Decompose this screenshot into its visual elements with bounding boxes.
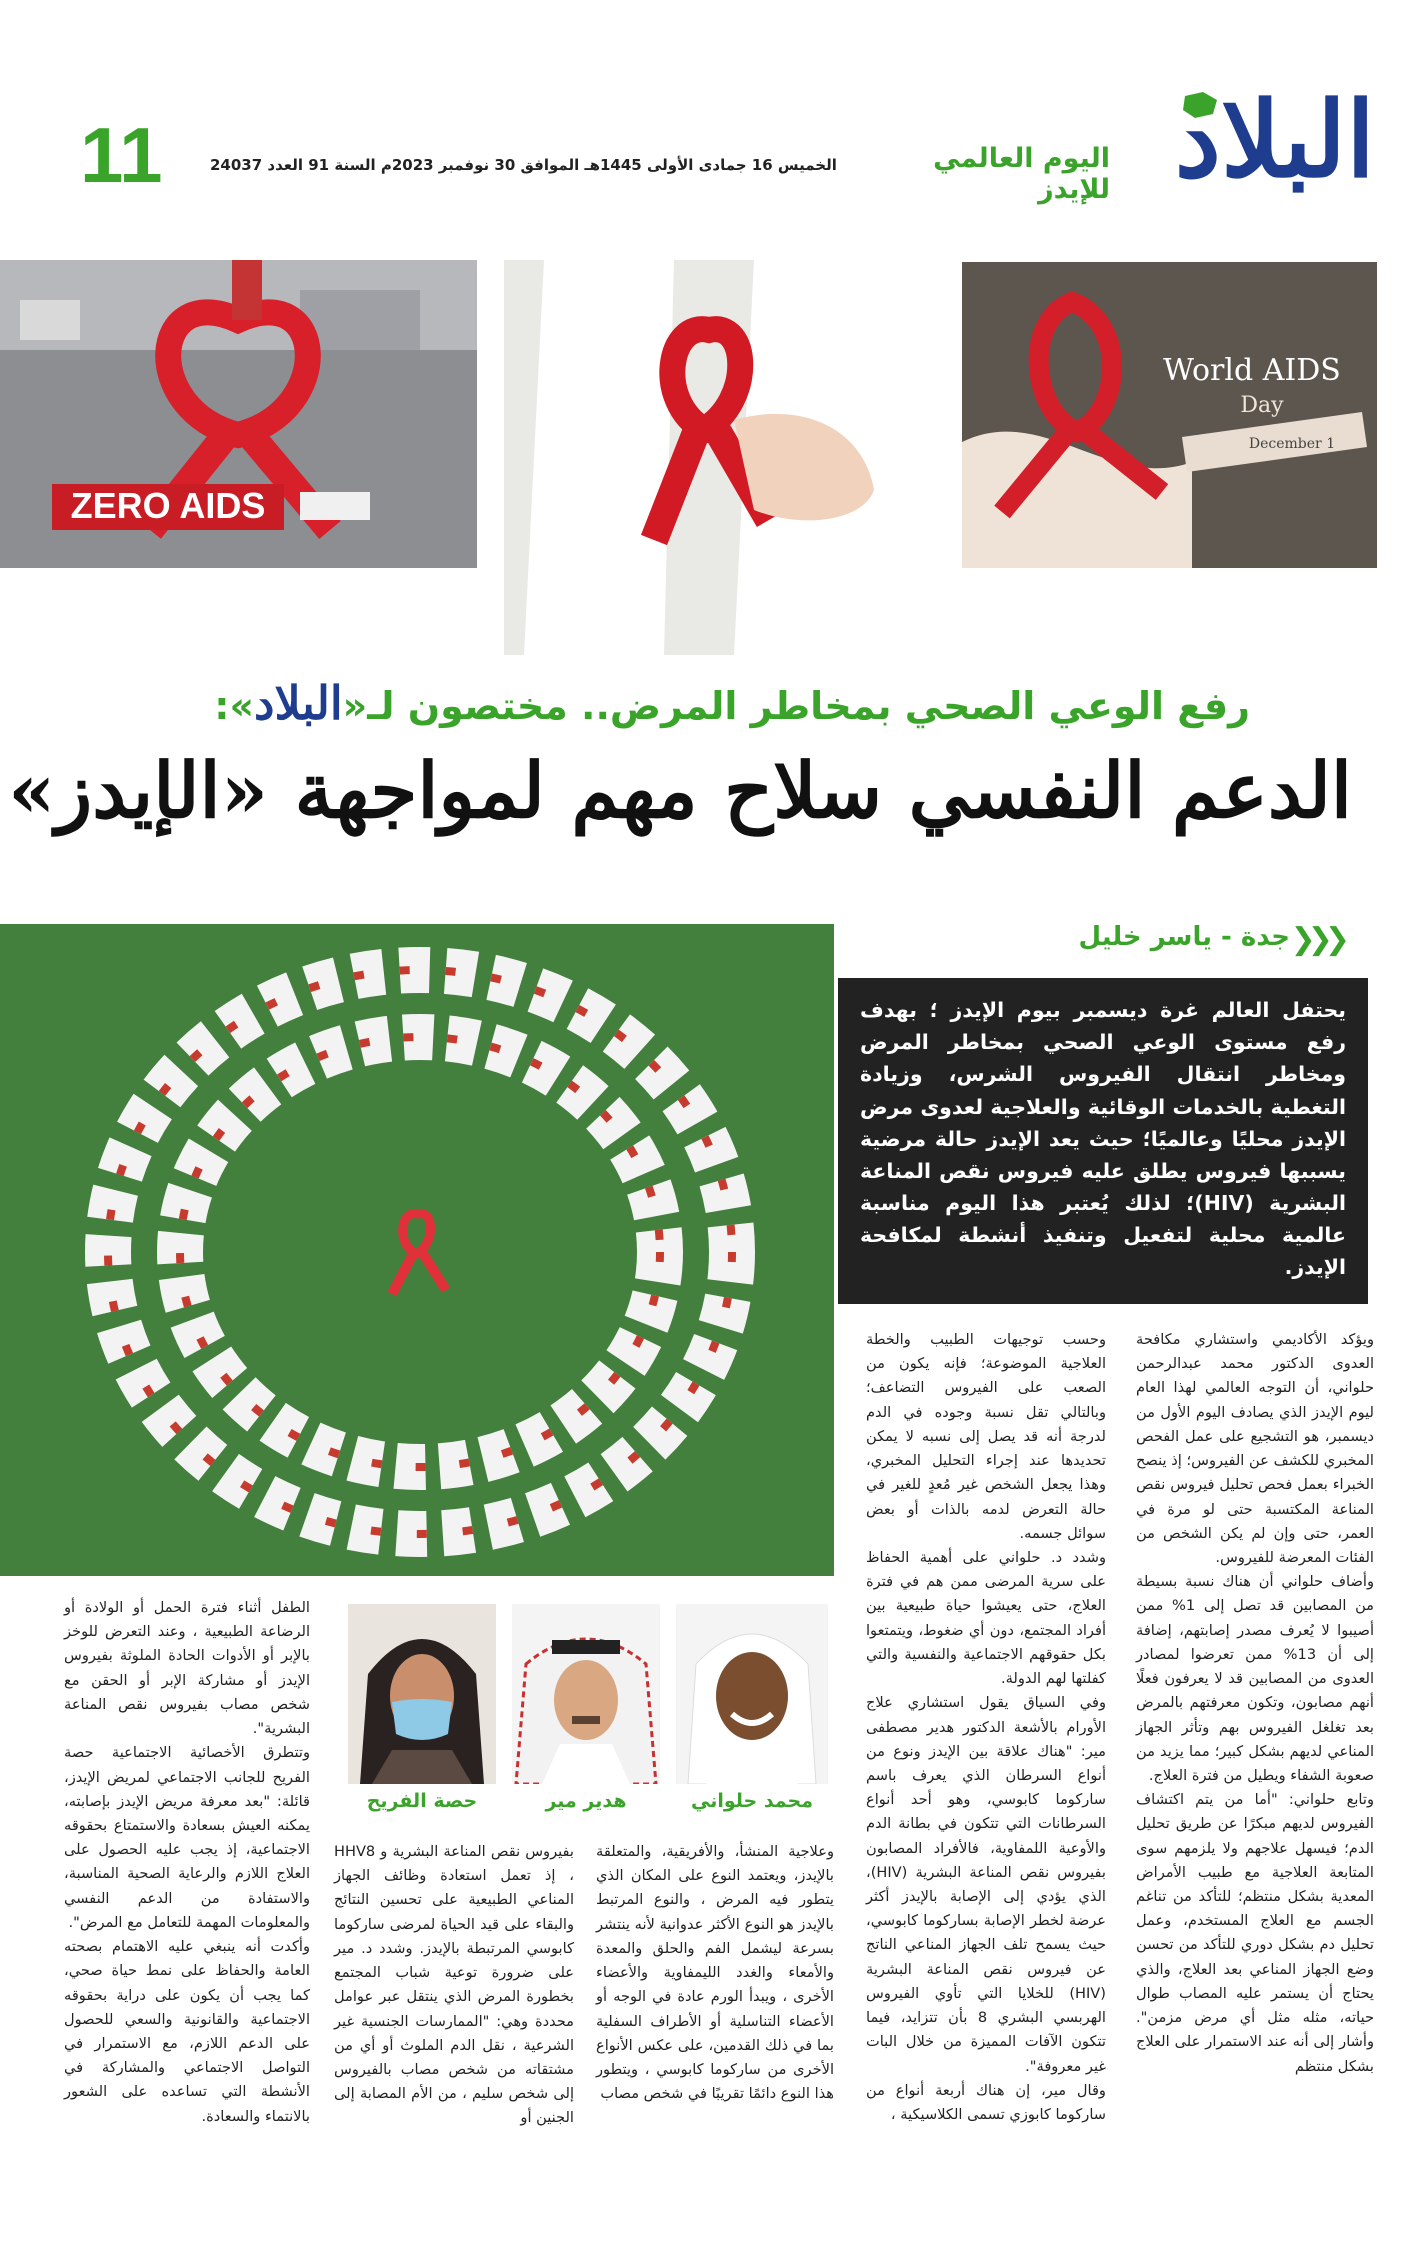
intro-box: يحتفل العالم غرة ديسمبر بيوم الإيدز ؛ بهدف رفع مستوى الوعي الصحي بمخاطر المرض ومخاطر انتقال الفيروس الشرس، وزيادة التغطية بالخدمات الوقائية والعلاجية لعدوى مرض الإيدز محليًا وعالميًا؛ حيث يعد الإيدز حالة مرضية يسببها فيروس يطلق عليه فيروس نقص المناعة البشرية (HIV)؛ لذلك يُعتبر هذا اليوم مناسبة عالمية محلية لتفعيل وتنفيذ أنشطة لمكافحة الإيدز. xyxy=(838,978,1368,1304)
page-number: 11 xyxy=(80,111,163,199)
article-column-5 xyxy=(64,1596,310,2236)
world-aids-date: December 1 xyxy=(1248,436,1336,452)
portrait-mir xyxy=(512,1604,660,1784)
caption-mir: هدير مير xyxy=(545,1790,627,1812)
kicker-brand: البلاد xyxy=(254,676,343,730)
caption-halwani: محمد حلواني xyxy=(690,1790,813,1812)
paragraph: وشدد د. حلواني على أهمية الحفاظ على سرية المرضى ممن هم في فترة العلاج، حتى يعيشوا حياة طبيعية بين أفراد المجتمع، دون أي ضغوط، ويتمتعوا بكل حقوقهم الاجتماعية والنفسية والتي كفلتها لهم الدولة. xyxy=(866,1548,1106,1688)
photo-children-circle xyxy=(0,924,834,1576)
article-column-3 xyxy=(596,1840,834,2240)
photo-zero-aids xyxy=(0,260,477,568)
kicker-text: رفع الوعي الصحي بمخاطر المرض.. مختصون لـ« xyxy=(342,684,1250,728)
paragraph: وأضاف حلواني أن هناك نسبة بسيطة من المصابين قد تصل إلى 1% ممن أصيبوا لا يُعرف مصدر إصابتهم، إضافة إلى أن 13% ممن تعرضوا لمصادر العدوى من المصابين قد لا يعرفون فعلًا أنهم مصابون، وتكون معرفتهم بالمرض بعد تغلغل الفيروس بهم وتأثر الجهاز المناعي لديهم بشكل كبير؛ مما يزيد من صعوبة الشفاء ويطيل من فترة العلاج. xyxy=(1136,1573,1374,1784)
paragraph: وأكدت أنه ينبغي عليه الاهتمام بصحته العامة والحفاظ على نمط حياة صحي، كما يجب أن يكون على دراية بحقوقه الاجتماعية والقانونية والسعي للحصول على الدعم اللازم، مع الاستمرار في التواصل الاجتماعي والمشاركة في الأنشطة التي تساعده على الشعور بالانتماء والسعادة. xyxy=(64,1938,310,2125)
portrait-halwani xyxy=(676,1604,828,1784)
article-column-1 xyxy=(1136,1328,1374,2228)
zero-aids-banner: ZERO AIDS xyxy=(70,485,266,526)
caption-alfraih: حصة الفريح xyxy=(366,1790,478,1812)
world-aids-sub: Day xyxy=(1240,393,1284,418)
section-title: اليوم العالمي للإيدز xyxy=(933,143,1110,205)
newspaper-logo xyxy=(1125,78,1375,228)
article-column-2 xyxy=(866,1328,1106,2228)
paragraph: الطفل أثناء فترة الحمل أو الولادة أو الرضاعة الطبيعية ، وعند التعرض للوخز بالإبر أو الأدوات الحادة الملوثة بفيروس الإيدز أو مشاركة الإبر أو الحقن مع شخص مصاب بفيروس نقص المناعة البشرية". xyxy=(64,1599,310,1738)
byline: جدة - ياسر خليل xyxy=(1078,922,1290,952)
kicker-end: »: xyxy=(214,684,255,728)
portrait-alfraih xyxy=(348,1604,496,1784)
photo-ribbon-hand xyxy=(504,260,916,655)
paragraph: وتتطرق الأخصائية الاجتماعية حصة الفريح للجانب الاجتماعي لمريض الإيدز، قائلة: "بعد معرفة مريض الإيدز بإصابته، يمكنه العيش بسعادة والاستمتاع بحقوقه الاجتماعية، إذ يجب عليه الحصول على العلاج اللازم والرعاية الصحية المناسبة، والاستفادة من الدعم النفسي والمعلومات المهمة للتعامل مع المرض". xyxy=(64,1744,310,1931)
paragraph: بفيروس نقص المناعة البشرية و HHV8 ، إذ تعمل استعادة وظائف الجهاز المناعي الطبيعية على تحسين النتائج والبقاء على قيد الحياة لمرضى ساركوما كابوسي المرتبطة بالإيدز. وشدد د. مير على ضرورة توعية شباب المجتمع بخطورة المرض الذي ينتقل عبر عوامل محددة وهي: "الممارسات الجنسية غير الشرعية ، نقل الدم الملوث أو أي من مشتقاته من شخص مصاب بالفيروس إلى شخص سليم ، من الأم المصابة إلى الجنين أو xyxy=(334,1843,574,2127)
paragraph: وحسب توجيهات الطبيب والخطة العلاجية الموضوعة؛ فإنه يكون من الصعب على الفيروس التضاعف؛ وبالتالي تقل نسبة وجوده في الدم لدرجة أنه قد يصل إلى نسبه لا يمكن تحديدها عند إجراء التحليل المخبري، وهذا يجعل الشخص غير مُعدٍ للغير في حالة التعرض لدمه بالذات أو بعض سوائل جسمه. xyxy=(866,1331,1106,1542)
kicker xyxy=(150,676,1250,730)
paragraph: وتابع حلواني: "أما من يتم اكتشاف الفيروس لديهم مبكرًا عن طريق تحليل الدم؛ فيسهل علاجهم ولا يلزمهم سوى المتابعة العلاجية مع طبيب الأمراض المعدية بشكل منتظم؛ للتأكد من تناغم الجسم مع العلاج المستخدم، وعمل تحليل دم بشكل دوري للتأكد من تحسن وضع الجهاز المناعي بعد العلاج، والذي يحتاج أن يستمر عليه المصاب طوال حياته، مثله مثل أي مرض مزمن". وأشار إلى أنه عند الاستمرار على العلاج بشكل منتظم xyxy=(1136,1791,1374,2075)
paragraph: وعلاجية المنشأ، والأفريقية، والمتعلقة بالإيدز، ويعتمد النوع على المكان الذي يتطور فيه المرض ، والنوع المرتبط بالإيدز هو النوع الأكثر عدوانية لأنه ينتشر بسرعة ليشمل الفم والحلق والمعدة والأمعاء والغدد الليمفاوية والأعضاء الأخرى ، ويبدأ الورم عادة في الوجه أو الأعضاء التناسلية أو الأطراف السفلية بما في ذلك القدمين، على عكس الأنواع الأخرى من ساركوما كابوسي ، ويتطور هذا النوع دائمًا تقريبًا في شخص مصاب xyxy=(596,1843,834,2103)
world-aids-title: World AIDS xyxy=(1163,353,1341,388)
paragraph: وقال مير، إن هناك أربعة أنواع من ساركوما كابوزي تسمى الكلاسيكية ، xyxy=(866,2081,1106,2123)
dateline: الخميس 16 جمادى الأولى 1445هـ الموافق 30 نوفمبر 2023م السنة 91 العدد 24037 xyxy=(210,156,837,174)
logo-text: البلاد xyxy=(1174,78,1375,201)
chevron-icon: ❮❮❮ xyxy=(1290,922,1342,957)
article-column-4 xyxy=(334,1840,574,2240)
paragraph: ويؤكد الأكاديمي واستشاري مكافحة العدوى الدكتور محمد عبدالرحمن حلواني، أن التوجه العالمي لهذا العام ليوم الإيدز الذي يصادف اليوم الأول من ديسمبر، هو التشجيع على عمل الفحص المخبري للكشف عن الفيروس؛ إذ ينصح الخبراء بعمل فحص تحليل فيروس نقص المناعة المكتسبة حتى لو مرة في العمر، حتى وإن لم يكن الشخص من الفئات المعرضة للفيروس. xyxy=(1136,1331,1374,1566)
headline: الدعم النفسي سلاح مهم لمواجهة «الإيدز» xyxy=(8,746,1352,835)
photo-world-aids-day xyxy=(962,262,1377,568)
paragraph: وفي السياق يقول استشاري علاج الأورام بالأشعة الدكتور هدير مصطفى مير: "هناك علاقة بين الإيدز ونوع من أنواع السرطان الذي يعرف باسم ساركوما كابوسي، وهو أحد أنواع السرطانات التي تتكون في بطانة الدم والأوعية اللمفاوية، فالأفراد المصابون بفيروس نقص المناعة البشرية (HIV)، الذي يؤدي إلى الإصابة بالإيدز أكثر عرضة لخطر الإصابة بساركوما كابوسي، حيث يسمح تلف الجهاز المناعي الناتج عن فيروس نقص المناعة البشرية (HIV) للخلايا التي تأوي الفيروس الهربسي البشري 8 بأن تتزايد، فيما تتكون الآفات المميزة من خلال البات غير معروفة". xyxy=(866,1694,1106,2075)
